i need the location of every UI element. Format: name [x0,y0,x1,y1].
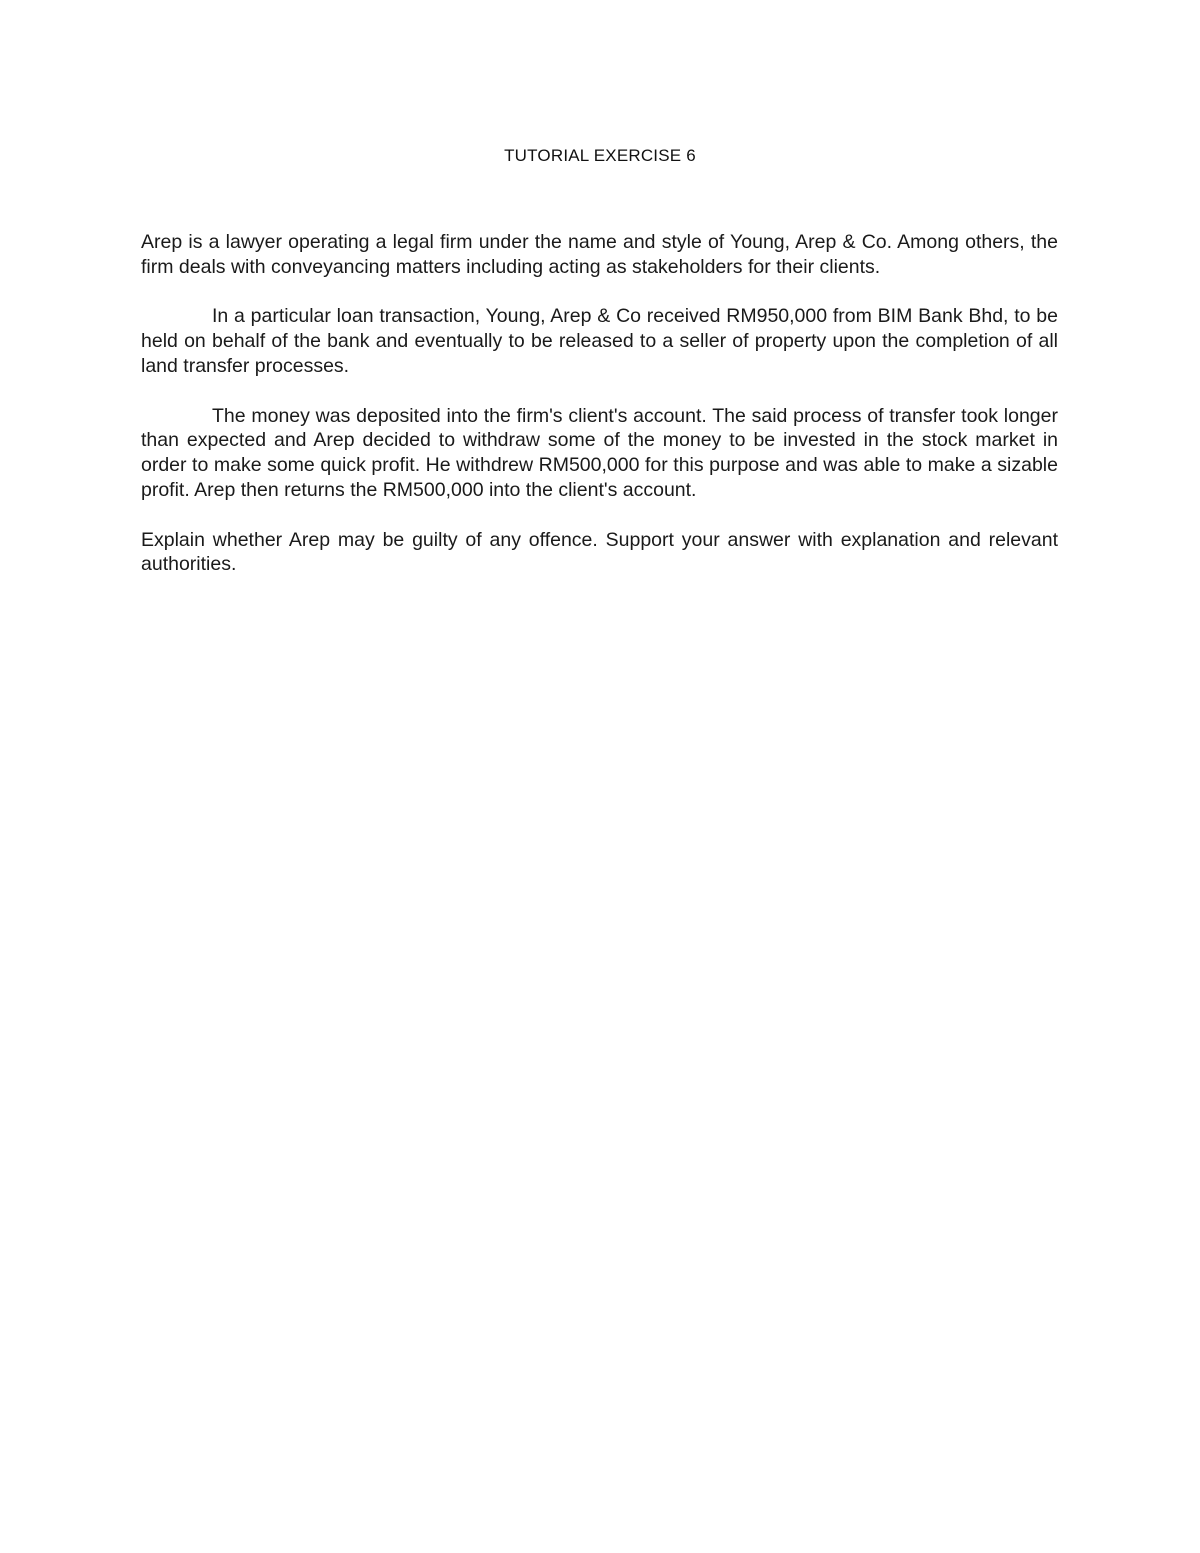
paragraph-withdrawal: The money was deposited into the firm's client's account. The said process of transfer took longer than expected and Arep decided to withdraw some of the money to be invested in the stock market in order to make some quick profit. He withdrew RM500,000 for this purpose and was able to make a sizable profit. Arep then returns the RM500,000 into the client's account. [141,404,1058,501]
document-body [141,230,1058,602]
paragraph-intro: Arep is a lawyer operating a legal firm under the name and style of Young, Arep & Co. Among others, the firm deals with conveyancing matters including acting as stakeholders for their clients. [141,231,1058,278]
paragraph-question: Explain whether Arep may be guilty of any offence. Support your answer with explanation and relevant authorities. [141,528,1058,576]
paragraph-loan-transaction: In a particular loan transaction, Young, Arep & Co received RM950,000 from BIM Bank Bhd, to be held on behalf of the bank and eventually to be released to a seller of property upon the completion of all land transfer processes. [141,305,1058,377]
document-title: TUTORIAL EXERCISE 6 [504,146,696,165]
